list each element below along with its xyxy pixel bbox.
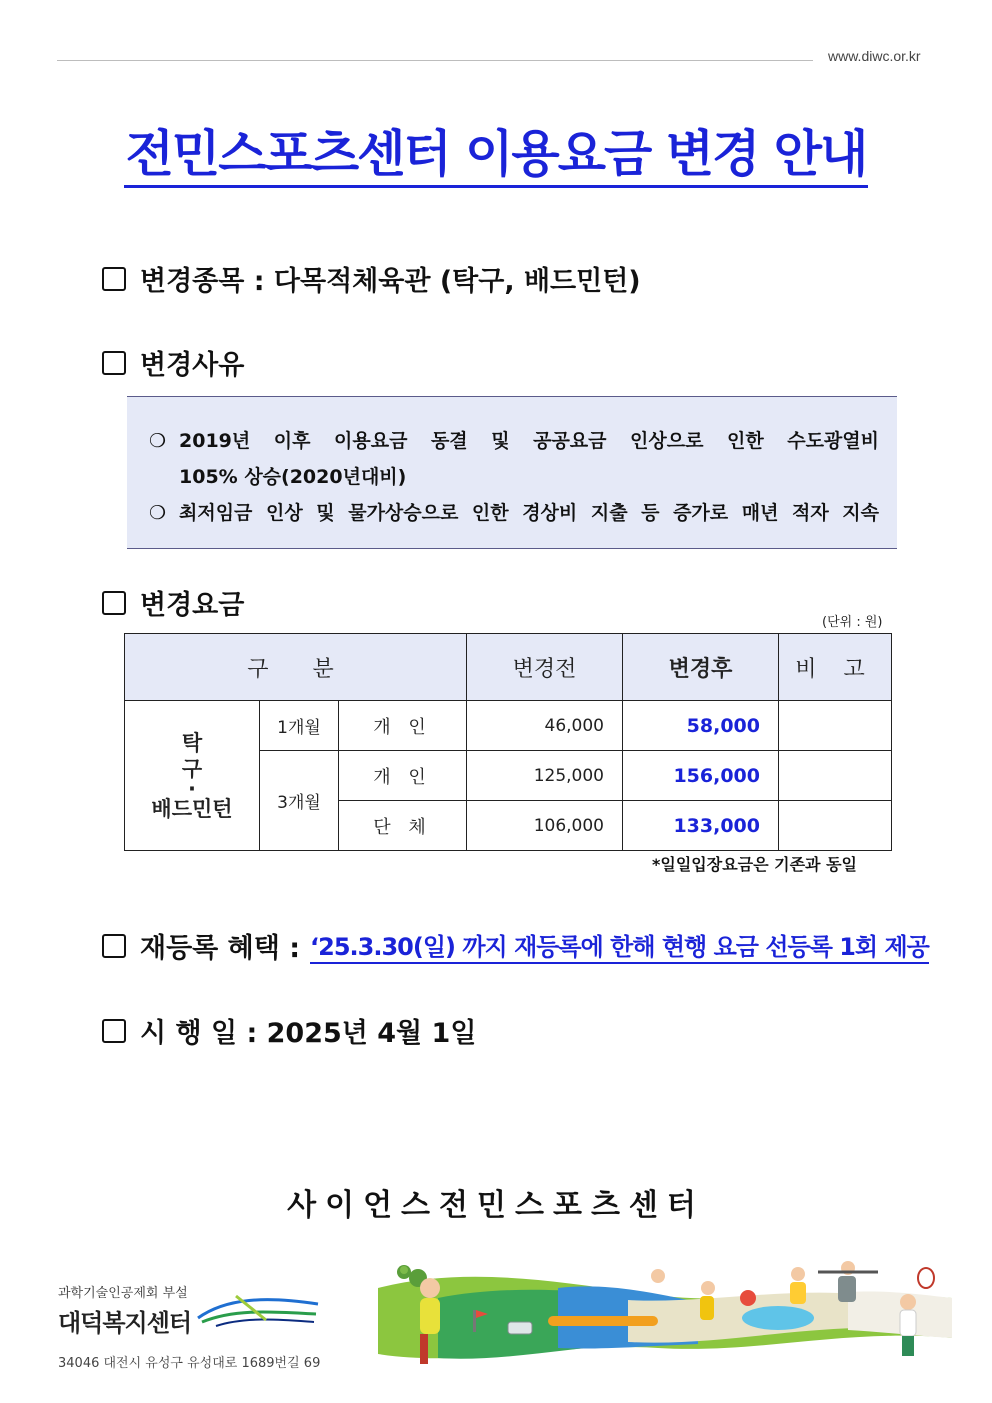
page-title-text: 전민스포츠센터 이용요금 변경 안내 — [124, 125, 869, 188]
fee-table — [124, 633, 892, 851]
after-cell: 133,000 — [623, 801, 779, 851]
logo-swoosh-icon — [196, 1290, 321, 1330]
remark-cell — [779, 751, 892, 801]
category-line1: 탁 구 — [181, 730, 243, 781]
circle-bullet-icon: ❍ — [149, 502, 167, 524]
period-cell: 3개월 — [260, 751, 339, 851]
remark-cell — [779, 801, 892, 851]
page-title — [0, 114, 992, 186]
checkbox-icon — [102, 1019, 126, 1043]
reason-box — [127, 396, 897, 549]
section-fee-label: 변경요금 — [140, 590, 245, 621]
checkbox-icon — [102, 351, 126, 375]
section-effective-label: 시 행 일 : 2025년 4월 1일 — [140, 1018, 477, 1049]
fee-note: *일일입장요금은 기존과 동일 — [652, 855, 857, 874]
table-row — [125, 701, 892, 751]
before-cell: 125,000 — [467, 751, 623, 801]
reason-2-line1: 최저임금 인상 및 물가상승으로 인한 경상비 지출 등 증가로 매년 적자 지속 — [179, 502, 879, 524]
period-cell: 1개월 — [260, 701, 339, 751]
section-effective — [102, 1011, 476, 1050]
type-cell: 단 체 — [339, 801, 467, 851]
header-category: 구 분 — [125, 634, 467, 701]
checkbox-icon — [102, 591, 126, 615]
benefit-text: ‘25.3.30(일) 까지 재등록에 한해 현행 요금 선등록 1회 제공 — [310, 927, 929, 964]
section-item-label: 변경종목 : 다목적체육관 (탁구, 배드민턴) — [140, 266, 641, 297]
type-cell: 개 인 — [339, 751, 467, 801]
header-rule — [57, 60, 813, 61]
section-reason-label: 변경사유 — [140, 350, 245, 381]
category-dot: · — [188, 776, 196, 801]
checkbox-icon — [102, 267, 126, 291]
header-remark: 비 고 — [779, 634, 892, 701]
fee-unit: (단위 : 원) — [822, 615, 883, 630]
reason-item-1 — [149, 423, 879, 495]
circle-bullet-icon: ❍ — [149, 430, 167, 452]
section-item — [102, 259, 641, 298]
section-benefit — [102, 926, 929, 965]
reason-item-2 — [149, 495, 879, 531]
section-fee — [102, 583, 244, 622]
reason-1-line1: 2019년 이후 이용요금 동결 및 공공요금 인상으로 인한 수도광열비 — [179, 430, 879, 452]
header-after: 변경후 — [623, 634, 779, 701]
header-url[interactable]: www.diwc.or.kr — [828, 48, 921, 64]
center-name: 사이언스전민스포츠센터 — [287, 1188, 705, 1223]
remark-cell — [779, 701, 892, 751]
section-reason — [102, 343, 244, 382]
category-line2: 배드민턴 — [151, 796, 233, 821]
after-cell: 156,000 — [623, 751, 779, 801]
footer-address: 34046 대전시 유성구 유성대로 1689번길 69 — [58, 1356, 321, 1371]
category-cell — [125, 701, 260, 851]
checkbox-icon — [102, 934, 126, 958]
section-benefit-label: 재등록 혜택 : — [140, 933, 301, 964]
type-cell: 개 인 — [339, 701, 467, 751]
logo-subtitle: 과학기술인공제회 부설 — [58, 1286, 188, 1301]
fee-header-row — [125, 634, 892, 701]
reason-1-line2: 105% 상승(2020년대비) — [179, 466, 407, 488]
after-cell: 58,000 — [623, 701, 779, 751]
before-cell: 106,000 — [467, 801, 623, 851]
sports-illustration — [378, 1258, 952, 1376]
before-cell: 46,000 — [467, 701, 623, 751]
footer-logo — [58, 1282, 358, 1372]
header-before: 변경전 — [467, 634, 623, 701]
logo-title: 대덕복지센터 — [58, 1309, 192, 1337]
